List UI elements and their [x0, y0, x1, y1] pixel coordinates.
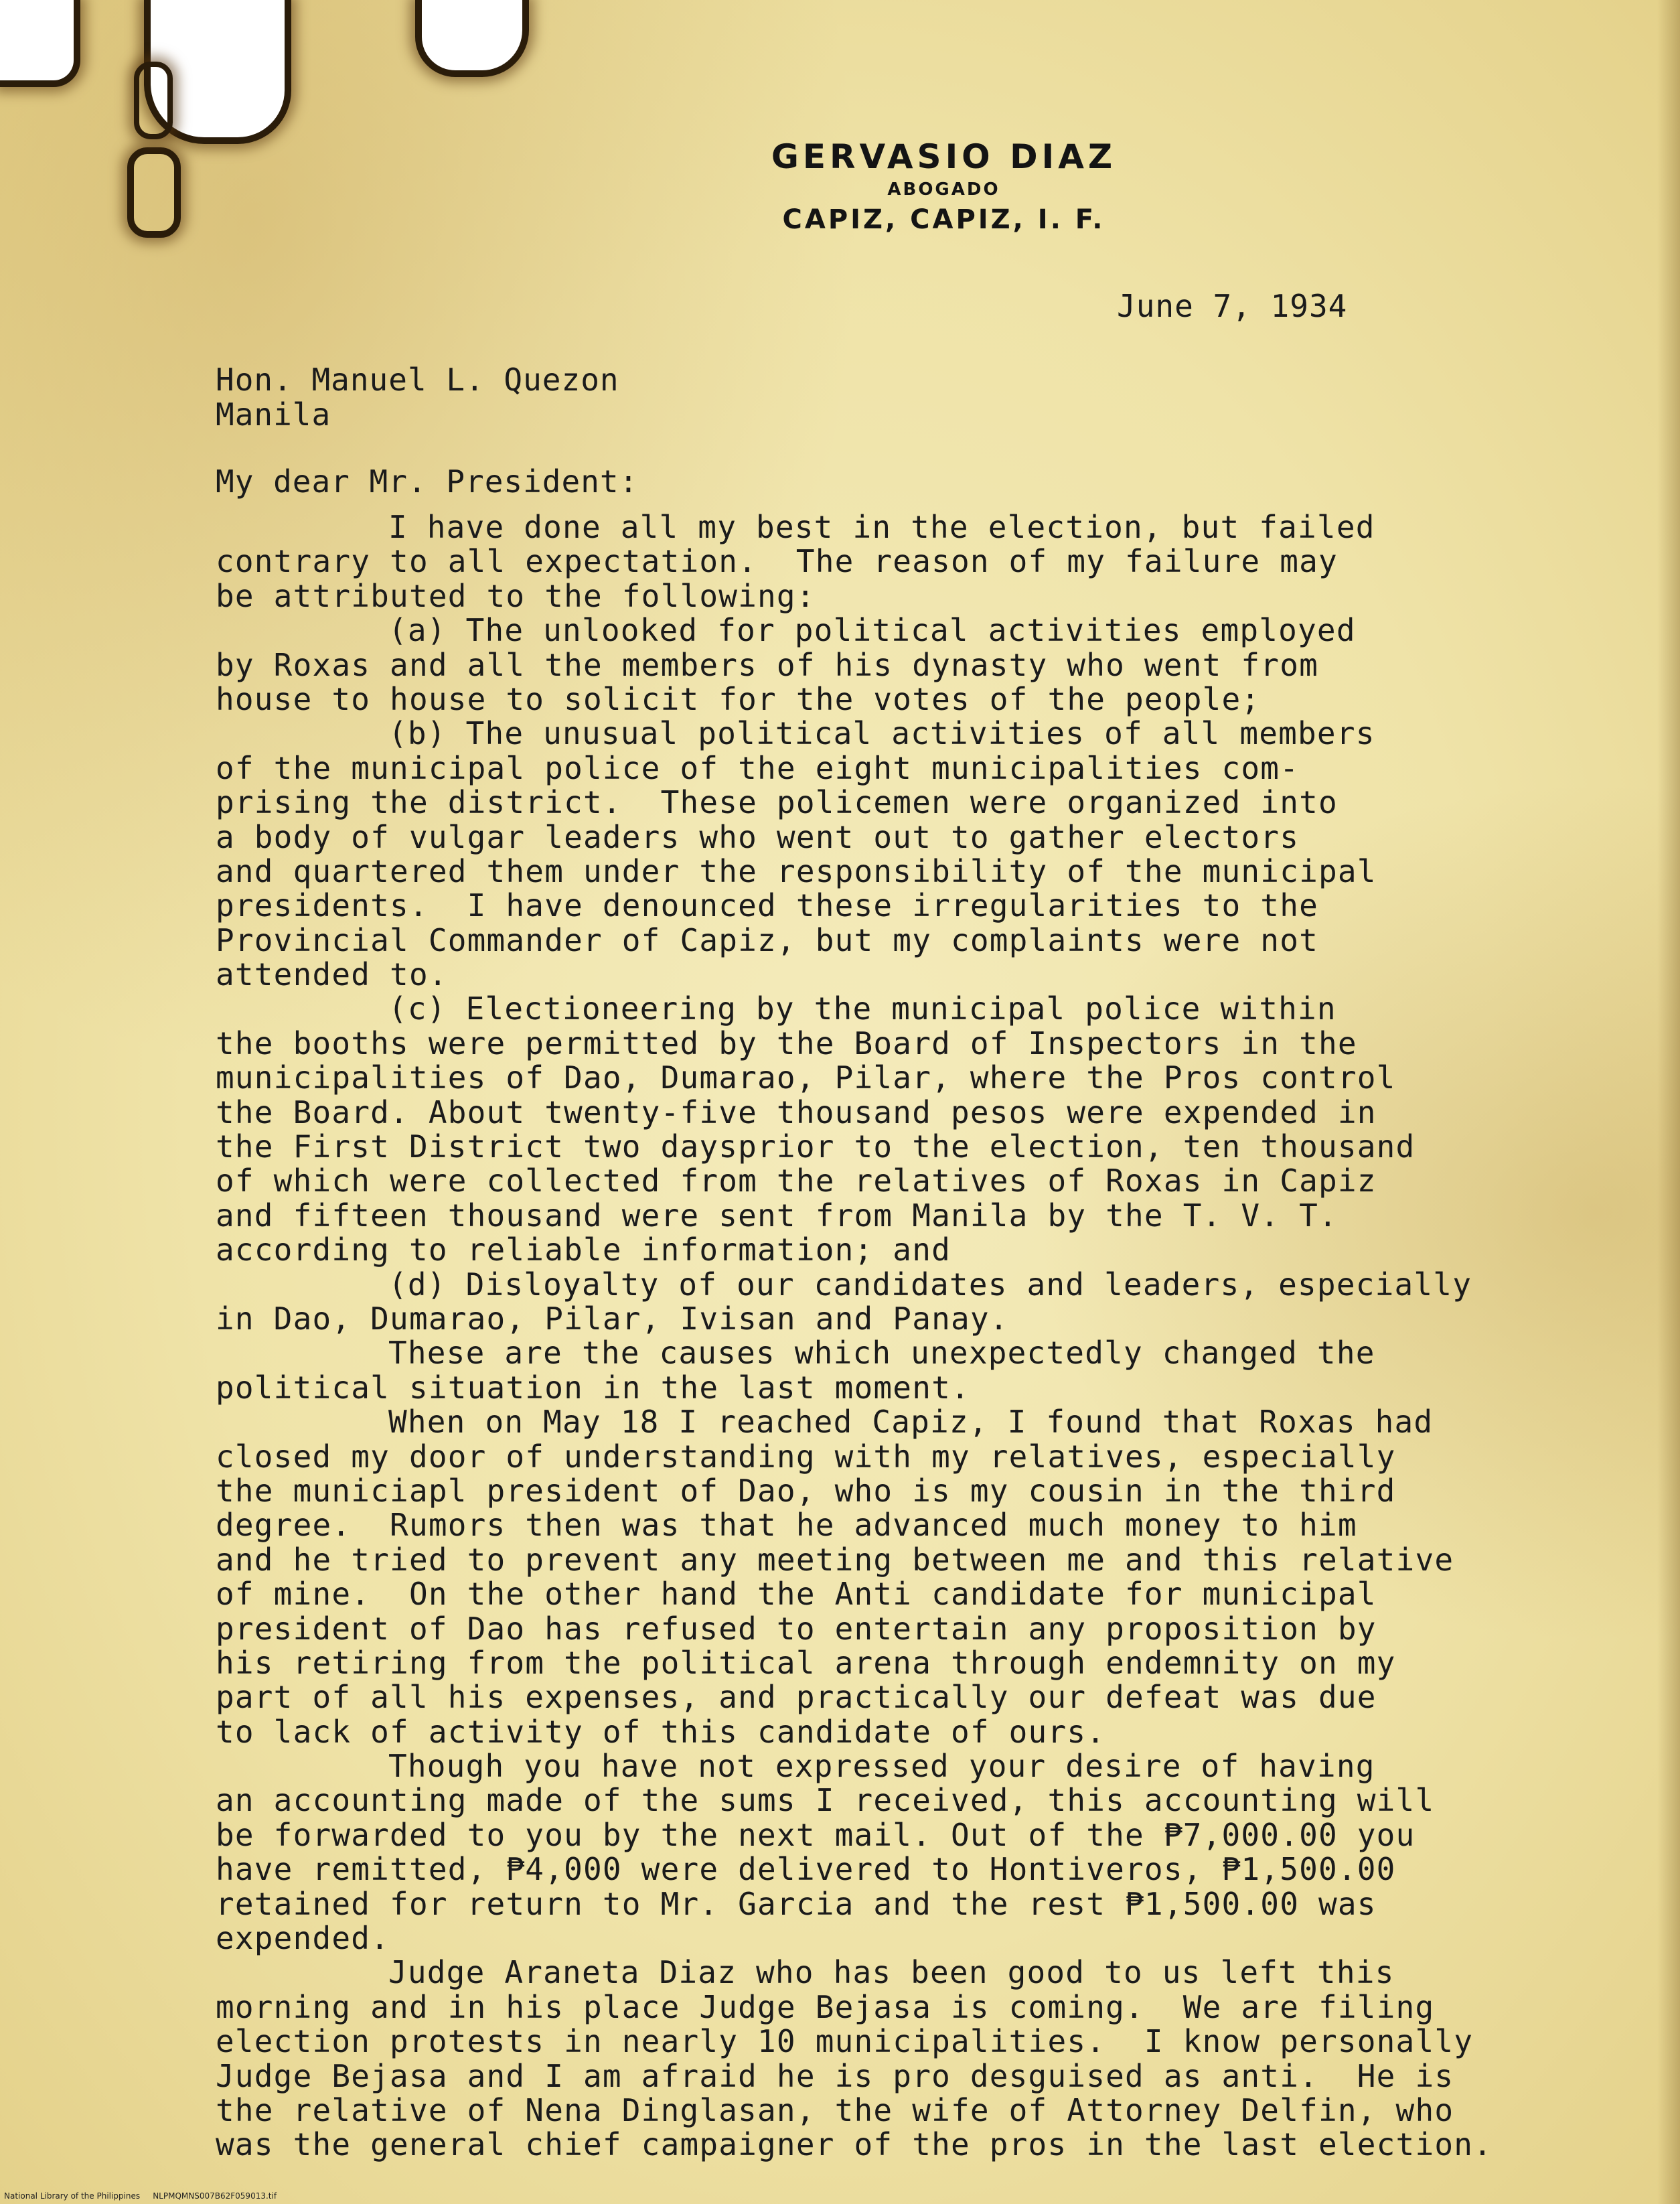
letterhead-place: CAPIZ, CAPIZ, I. F.: [782, 204, 1105, 235]
addressee-city: Manila: [216, 396, 331, 433]
body-line: morning and in his place Judge Bejasa is coming. We are filing: [216, 1988, 1435, 2025]
body-line: by Roxas and all the members of his dynasty who went from: [216, 646, 1318, 683]
addressee-name: Hon. Manuel L. Quezon: [216, 362, 619, 398]
body-line: contrary to all expectation. The reason of my failure may: [216, 543, 1338, 580]
burn-mark: [134, 62, 173, 139]
body-line: according to reliable information; and: [216, 1232, 951, 1268]
body-line: attended to.: [216, 956, 448, 993]
body-line: Judge Bejasa and I am afraid he is pro desguised as anti. He is: [216, 2057, 1454, 2094]
body-line: in Dao, Dumarao, Pilar, Ivisan and Panay.: [216, 1300, 1009, 1337]
body-line: be forwarded to you by the next mail. Out of the ₱7,000.00 you: [216, 1816, 1416, 1853]
body-line: When on May 18 I reached Capiz, I found that Roxas had: [388, 1404, 1434, 1441]
body-line: a body of vulgar leaders who went out to gather electors: [216, 818, 1300, 855]
body-line: political situation in the last moment.: [216, 1369, 970, 1406]
body-line: These are the causes which unexpectedly changed the: [388, 1335, 1375, 1372]
body-line: degree. Rumors then was that he advanced much money to him: [216, 1507, 1357, 1544]
body-line: (d) Disloyalty of our candidates and leaders, especially: [388, 1266, 1472, 1303]
body-line: president of Dao has refused to entertain any proposition by: [216, 1610, 1377, 1647]
letterhead-title: ABOGADO: [887, 179, 1000, 200]
body-line: (a) The unlooked for political activities employed: [388, 612, 1356, 649]
body-line: the municiapl president of Dao, who is my cousin in the third: [216, 1472, 1396, 1509]
body-line: expended.: [216, 1920, 390, 1957]
body-line: and quartered them under the responsibility of the municipal: [216, 853, 1377, 889]
body-line: and he tried to prevent any meeting between me and this relative: [216, 1541, 1454, 1578]
burn-hole: [0, 0, 80, 87]
body-line: to lack of activity of this candidate of ours.: [216, 1713, 1106, 1750]
body-line: Provincial Commander of Capiz, but my complaints were not: [216, 922, 1318, 958]
body-line: the First District two daysprior to the election, ten thousand: [216, 1128, 1416, 1165]
letter-body: [216, 510, 1635, 2162]
body-line: municipalities of Dao, Dumarao, Pilar, where the Pros control: [216, 1059, 1396, 1096]
body-line: Judge Araneta Diaz who has been good to us left this: [388, 1954, 1395, 1991]
body-line: part of all his expenses, and practically our defeat was due: [216, 1679, 1377, 1716]
body-line: closed my door of understanding with my relatives, especially: [216, 1438, 1396, 1475]
body-line: the booths were permitted by the Board of Inspectors in the: [216, 1025, 1357, 1061]
body-line: of the municipal police of the eight municipalities com-: [216, 749, 1300, 786]
burn-hole: [415, 0, 529, 77]
body-line: I have done all my best in the election, but failed: [388, 509, 1375, 545]
body-line: the relative of Nena Dinglasan, the wife of Attorney Delfin, who: [216, 2091, 1454, 2128]
body-line: be attributed to the following:: [216, 577, 816, 614]
body-line: prising the district. These policemen were organized into: [216, 784, 1338, 821]
body-line: (c) Electioneering by the municipal police within: [388, 990, 1337, 1027]
paper-edge-shadow: [1657, 0, 1680, 2204]
letter-date: June 7, 1934: [1117, 288, 1348, 324]
body-line: was the general chief campaigner of the pros in the last election.: [216, 2126, 1493, 2163]
body-line: retained for return to Mr. Garcia and the rest ₱1,500.00 was: [216, 1885, 1377, 1922]
body-line: house to house to solicit for the votes of the people;: [216, 680, 1261, 717]
body-line: and fifteen thousand were sent from Manila by the T. V. T.: [216, 1197, 1338, 1234]
letterhead-name: GERVASIO DIAZ: [771, 137, 1117, 176]
salutation: My dear Mr. President:: [216, 463, 639, 500]
body-line: Though you have not expressed your desire of having: [388, 1748, 1375, 1785]
body-line: his retiring from the political arena through endemnity on my: [216, 1644, 1396, 1681]
body-line: election protests in nearly 10 municipalities. I know personally: [216, 2023, 1474, 2060]
body-line: (b) The unusual political activities of all members: [388, 715, 1375, 752]
body-line: have remitted, ₱4,000 were delivered to Hontiveros, ₱1,500.00: [216, 1851, 1396, 1888]
body-line: the Board. About twenty-five thousand pesos were expended in: [216, 1094, 1377, 1130]
body-line: of mine. On the other hand the Anti candidate for municipal: [216, 1576, 1377, 1613]
body-line: an accounting made of the sums I received, this accounting will: [216, 1782, 1435, 1819]
archive-footer: National Library of the Philippines NLPMQMNS007B62F059013.tif: [4, 2191, 277, 2201]
body-line: presidents. I have denounced these irregularities to the: [216, 887, 1318, 924]
body-line: of which were collected from the relatives of Roxas in Capiz: [216, 1163, 1377, 1199]
